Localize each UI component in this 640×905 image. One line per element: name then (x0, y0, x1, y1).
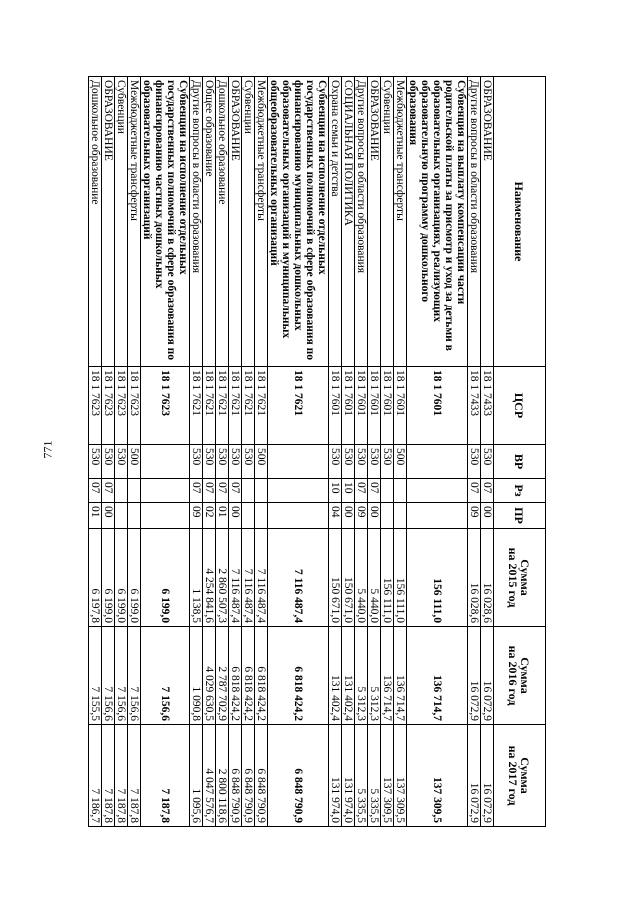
table-row (481, 77, 494, 827)
row-pr (242, 503, 255, 529)
row-name: Межбюджетные трансферты (255, 77, 268, 367)
row-vr: 530 (242, 445, 255, 479)
row-pr: 02 (203, 503, 216, 529)
header-csr: ЦСР (494, 367, 546, 445)
table-row (268, 77, 329, 827)
row-vr: 500 (255, 445, 268, 479)
header-sum-2016 (494, 627, 546, 725)
row-pr (141, 503, 190, 529)
row-sum-2016: 7 156,6 (128, 627, 141, 725)
row-rz (141, 479, 190, 503)
row-sum-2017: 7 186,7 (89, 725, 102, 827)
row-pr (407, 503, 468, 529)
row-vr: 530 (203, 445, 216, 479)
table-header-row (494, 77, 546, 827)
row-sum-2016: 136 714,7 (381, 627, 394, 725)
row-sum-2016: 6 818 424,2 (255, 627, 268, 725)
row-sum-2015: 4 254 841,6 (203, 529, 216, 627)
row-csr: 18 1 7621 (190, 367, 203, 445)
table-body (89, 77, 494, 827)
row-sum-2015: 156 111,0 (381, 529, 394, 627)
row-rz: 07 (229, 479, 242, 503)
table-row (255, 77, 268, 827)
row-sum-2015: 16 028,6 (468, 529, 481, 627)
row-name: ОБРАЗОВАНИЕ (229, 77, 242, 367)
row-sum-2016: 136 714,7 (407, 627, 468, 725)
row-rz: 07 (190, 479, 203, 503)
header-sum-2017-line1: Сумма (518, 757, 533, 794)
row-sum-2017: 137 309,5 (381, 725, 394, 827)
row-vr: 530 (342, 445, 355, 479)
budget-table (88, 76, 546, 827)
header-sum-2015 (494, 529, 546, 627)
row-sum-2017: 7 187,8 (141, 725, 190, 827)
row-vr: 530 (468, 445, 481, 479)
row-sum-2017: 131 974,0 (329, 725, 342, 827)
row-name: Субвенции на исполнение отдельных государственных полномочий в сфере образования по финансированию муниципальных дошкольных образовательных организаций и муниципальных общеобразовательных организаций (268, 77, 329, 367)
row-sum-2015: 16 028,6 (481, 529, 494, 627)
row-sum-2017: 5 335,5 (368, 725, 381, 827)
row-name: Межбюджетные трансферты (128, 77, 141, 367)
table-row (368, 77, 381, 827)
row-name: Межбюджетные трансферты (394, 77, 407, 367)
row-rz: 07 (89, 479, 102, 503)
row-sum-2016: 5 312,3 (368, 627, 381, 725)
table-row (229, 77, 242, 827)
row-sum-2015: 2 860 507,3 (216, 529, 229, 627)
row-csr: 18 1 7623 (115, 367, 128, 445)
row-pr: 00 (481, 503, 494, 529)
row-vr: 530 (355, 445, 368, 479)
row-csr: 18 1 7621 (203, 367, 216, 445)
page-number: 771 (40, 440, 55, 459)
row-vr: 530 (102, 445, 115, 479)
row-pr: 00 (342, 503, 355, 529)
row-sum-2017: 6 848 790,9 (255, 725, 268, 827)
row-sum-2015: 5 440,0 (368, 529, 381, 627)
header-sum-2017-line2: на 2017 год (506, 745, 521, 806)
row-sum-2015: 1 138,5 (190, 529, 203, 627)
header-sum-2015-line2: на 2015 год (506, 547, 521, 608)
header-rz: Рз (494, 479, 546, 503)
row-csr: 18 1 7601 (381, 367, 394, 445)
row-name: СОЦИАЛЬНАЯ ПОЛИТИКА (342, 77, 355, 367)
row-name: Другие вопросы в области образования (355, 77, 368, 367)
row-sum-2016: 4 029 630,5 (203, 627, 216, 725)
row-sum-2016: 7 156,6 (102, 627, 115, 725)
row-rz: 07 (203, 479, 216, 503)
table-row (242, 77, 255, 827)
row-name: ОБРАЗОВАНИЕ (481, 77, 494, 367)
table-row (394, 77, 407, 827)
row-sum-2017: 6 848 790,9 (268, 725, 329, 827)
row-rz (394, 479, 407, 503)
header-pr: ПР (494, 503, 546, 529)
row-sum-2017: 2 800 118,6 (216, 725, 229, 827)
row-csr: 18 1 7623 (102, 367, 115, 445)
row-rz: 07 (481, 479, 494, 503)
table-row (355, 77, 368, 827)
row-csr: 18 1 7623 (141, 367, 190, 445)
row-rz: 07 (468, 479, 481, 503)
row-csr: 18 1 7621 (268, 367, 329, 445)
row-rz: 10 (329, 479, 342, 503)
row-csr: 18 1 7621 (242, 367, 255, 445)
row-sum-2015: 150 671,0 (342, 529, 355, 627)
row-pr (268, 503, 329, 529)
row-name: ОБРАЗОВАНИЕ (102, 77, 115, 367)
table-row (102, 77, 115, 827)
row-vr (141, 445, 190, 479)
row-rz (128, 479, 141, 503)
row-sum-2016: 7 156,6 (115, 627, 128, 725)
row-sum-2015: 6 199,0 (115, 529, 128, 627)
row-csr: 18 1 7623 (128, 367, 141, 445)
row-pr: 01 (89, 503, 102, 529)
row-pr: 00 (368, 503, 381, 529)
row-vr: 500 (128, 445, 141, 479)
row-sum-2016: 131 402,4 (342, 627, 355, 725)
row-vr: 530 (381, 445, 394, 479)
row-name: Общее образование (203, 77, 216, 367)
row-sum-2015: 6 197,8 (89, 529, 102, 627)
row-pr: 09 (190, 503, 203, 529)
row-sum-2015: 7 116 487,4 (268, 529, 329, 627)
row-sum-2017: 4 047 576,7 (203, 725, 216, 827)
row-sum-2015: 156 111,0 (394, 529, 407, 627)
row-sum-2015: 7 116 487,4 (242, 529, 255, 627)
row-name: Другие вопросы в области образования (468, 77, 481, 367)
row-vr: 530 (216, 445, 229, 479)
row-sum-2015: 156 111,0 (407, 529, 468, 627)
table-row (329, 77, 342, 827)
table-rotation-wrapper (89, 76, 546, 826)
row-rz (268, 479, 329, 503)
table-row (468, 77, 481, 827)
row-vr: 530 (115, 445, 128, 479)
row-sum-2017: 6 848 790,9 (242, 725, 255, 827)
row-sum-2015: 6 199,0 (102, 529, 115, 627)
row-pr: 04 (329, 503, 342, 529)
row-name: Субвенции (242, 77, 255, 367)
row-sum-2017: 16 072,9 (468, 725, 481, 827)
row-sum-2015: 5 440,0 (355, 529, 368, 627)
row-rz (255, 479, 268, 503)
header-sum-2017 (494, 725, 546, 827)
header-name: Наименование (494, 77, 546, 367)
row-sum-2016: 131 402,4 (329, 627, 342, 725)
row-sum-2016: 6 818 424,2 (268, 627, 329, 725)
row-pr: 00 (229, 503, 242, 529)
table-row (216, 77, 229, 827)
row-vr: 530 (481, 445, 494, 479)
row-csr: 18 1 7621 (255, 367, 268, 445)
row-sum-2016: 136 714,7 (394, 627, 407, 725)
row-sum-2017: 7 187,8 (102, 725, 115, 827)
row-rz: 07 (355, 479, 368, 503)
row-sum-2017: 137 309,5 (394, 725, 407, 827)
row-sum-2016: 16 072,9 (468, 627, 481, 725)
row-sum-2017: 16 072,9 (481, 725, 494, 827)
row-sum-2016: 16 072,9 (481, 627, 494, 725)
row-pr (394, 503, 407, 529)
row-csr: 18 1 7601 (394, 367, 407, 445)
row-sum-2017: 7 187,8 (128, 725, 141, 827)
row-vr: 530 (229, 445, 242, 479)
table-row (381, 77, 394, 827)
row-vr: 530 (368, 445, 381, 479)
row-csr: 18 1 7433 (468, 367, 481, 445)
row-vr: 530 (190, 445, 203, 479)
row-name: ОБРАЗОВАНИЕ (368, 77, 381, 367)
row-vr (407, 445, 468, 479)
table-row (115, 77, 128, 827)
row-sum-2017: 1 095,6 (190, 725, 203, 827)
row-rz (407, 479, 468, 503)
row-name: Другие вопросы в области образования (190, 77, 203, 367)
row-sum-2016: 2 787 702,9 (216, 627, 229, 725)
row-pr (381, 503, 394, 529)
row-sum-2015: 6 199,0 (128, 529, 141, 627)
row-pr (255, 503, 268, 529)
row-pr (115, 503, 128, 529)
row-csr: 18 1 7601 (368, 367, 381, 445)
row-pr (128, 503, 141, 529)
row-rz: 07 (102, 479, 115, 503)
row-sum-2016: 6 818 424,2 (242, 627, 255, 725)
row-name: Субвенции (381, 77, 394, 367)
row-pr: 01 (216, 503, 229, 529)
row-csr: 18 1 7601 (329, 367, 342, 445)
row-sum-2017: 5 335,5 (355, 725, 368, 827)
row-csr: 18 1 7621 (216, 367, 229, 445)
row-sum-2016: 6 818 424,2 (229, 627, 242, 725)
row-csr: 18 1 7621 (229, 367, 242, 445)
row-vr (268, 445, 329, 479)
row-sum-2015: 6 199,0 (141, 529, 190, 627)
row-name: Дошкольное образование (216, 77, 229, 367)
table-row (203, 77, 216, 827)
table-row (190, 77, 203, 827)
row-rz (115, 479, 128, 503)
row-name: Дошкольное образование (89, 77, 102, 367)
row-name: Охрана семьи и детства (329, 77, 342, 367)
header-sum-2015-line1: Сумма (518, 559, 533, 596)
row-rz (381, 479, 394, 503)
row-csr: 18 1 7623 (89, 367, 102, 445)
row-sum-2016: 5 312,3 (355, 627, 368, 725)
row-sum-2017: 7 187,8 (115, 725, 128, 827)
row-sum-2016: 7 156,6 (141, 627, 190, 725)
row-csr: 18 1 7601 (342, 367, 355, 445)
header-sum-2016-line2: на 2016 год (506, 645, 521, 706)
row-rz (242, 479, 255, 503)
row-name: Субвенция на выплату компенсации части родительской платы за присмотр и уход за детьми в образовательных организациях, реализующих образовательную программу дошкольного образования (407, 77, 468, 367)
row-rz: 07 (368, 479, 381, 503)
row-vr: 500 (394, 445, 407, 479)
table-row (407, 77, 468, 827)
row-rz: 07 (216, 479, 229, 503)
header-sum-2016-line1: Сумма (518, 657, 533, 694)
row-pr: 00 (102, 503, 115, 529)
table-row (89, 77, 102, 827)
row-sum-2016: 7 155,5 (89, 627, 102, 725)
row-csr: 18 1 7601 (407, 367, 468, 445)
header-vr: ВР (494, 445, 546, 479)
row-pr: 09 (355, 503, 368, 529)
row-sum-2017: 131 974,0 (342, 725, 355, 827)
row-pr: 09 (468, 503, 481, 529)
row-csr: 18 1 7601 (355, 367, 368, 445)
row-vr: 530 (89, 445, 102, 479)
row-name: Субвенции (115, 77, 128, 367)
row-rz: 10 (342, 479, 355, 503)
row-sum-2016: 1 090,8 (190, 627, 203, 725)
row-sum-2017: 137 309,5 (407, 725, 468, 827)
table-row (128, 77, 141, 827)
row-vr: 530 (329, 445, 342, 479)
table-row (141, 77, 190, 827)
row-name: Субвенции на исполнение отдельных государственных полномочий в сфере образования по финансированию частных дошкольных образовательных организаций (141, 77, 190, 367)
row-sum-2015: 150 671,0 (329, 529, 342, 627)
table-row (342, 77, 355, 827)
row-sum-2015: 7 116 487,4 (255, 529, 268, 627)
row-csr: 18 1 7433 (481, 367, 494, 445)
row-sum-2017: 6 848 790,9 (229, 725, 242, 827)
row-sum-2015: 7 116 487,4 (229, 529, 242, 627)
